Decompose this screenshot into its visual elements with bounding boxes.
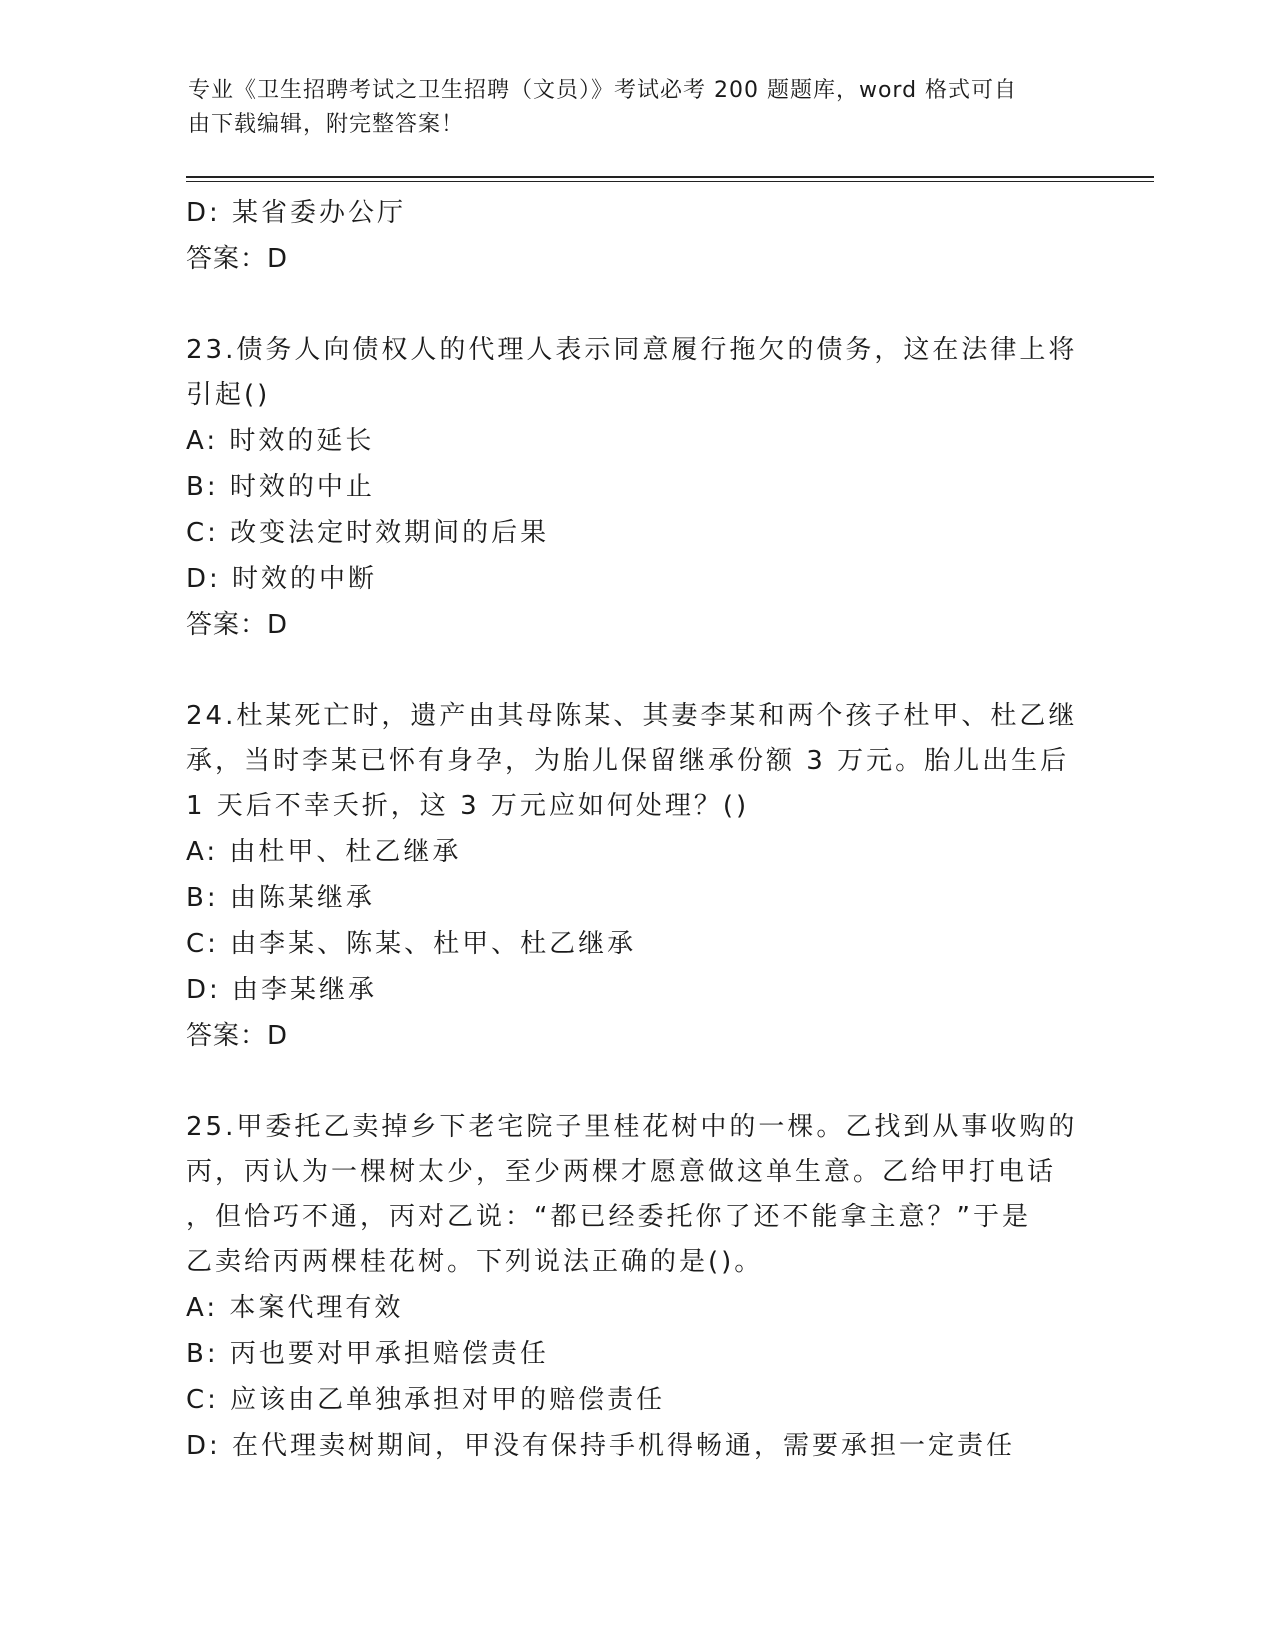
spacer (186, 282, 1086, 328)
q25-stem-line: 乙卖给丙两棵桂花树。下列说法正确的是()。 (186, 1247, 764, 1277)
q23-option-d: D: 时效的中断 (186, 564, 378, 594)
q24-option-b: B: 由陈某继承 (186, 883, 375, 913)
q23-stem-line: 23.债务人向债权人的代理人表示同意履行拖欠的债务，这在法律上将 (186, 335, 1078, 365)
q25-option-b: B: 丙也要对甲承担赔偿责任 (186, 1339, 549, 1369)
q25-stem (186, 1105, 1086, 1285)
prev-answer: 答案：D (186, 244, 289, 274)
q25-stem-line: ，但恰巧不通，丙对乙说：“都已经委托你了还不能拿主意？”于是 (186, 1202, 1031, 1232)
spacer (186, 648, 1086, 694)
q25-stem-line: 丙，丙认为一棵树太少，至少两棵才愿意做这单生意。乙给甲打电话 (186, 1157, 1057, 1187)
q24-stem-line: 承，当时李某已怀有身孕，为胎儿保留继承份额 3 万元。胎儿出生后 (186, 746, 1070, 776)
document-header (188, 74, 1068, 142)
header-line-2: 由下载编辑，附完整答案！ (188, 112, 465, 137)
q25-stem-line: 25.甲委托乙卖掉乡下老宅院子里桂花树中的一棵。乙找到从事收购的 (186, 1112, 1078, 1142)
q24-stem (186, 694, 1086, 829)
q23-option-c: C: 改变法定时效期间的后果 (186, 518, 550, 548)
q24-option-d: D: 由李某继承 (186, 975, 378, 1005)
spacer (186, 1059, 1086, 1105)
q25-option-d: D: 在代理卖树期间，甲没有保持手机得畅通，需要承担一定责任 (186, 1431, 1016, 1461)
q25-option-c: C: 应该由乙单独承担对甲的赔偿责任 (186, 1385, 666, 1415)
q23-stem (186, 328, 1086, 418)
q23-option-b: B: 时效的中止 (186, 472, 375, 502)
prev-option-d: D: 某省委办公厅 (186, 198, 407, 228)
q24-answer: 答案：D (186, 1021, 289, 1051)
document-body (186, 190, 1086, 1469)
header-line-1: 专业《卫生招聘考试之卫生招聘（文员）》考试必考 200 题题库，word 格式可自 (188, 78, 1018, 103)
header-divider-thick (186, 176, 1154, 178)
q25-option-a: A: 本案代理有效 (186, 1293, 404, 1323)
header-divider-thin (186, 181, 1154, 182)
q24-option-c: C: 由李某、陈某、杜甲、杜乙继承 (186, 929, 637, 959)
q24-option-a: A: 由杜甲、杜乙继承 (186, 837, 462, 867)
q24-stem-line: 1 天后不幸夭折，这 3 万元应如何处理？() (186, 791, 750, 821)
q23-answer: 答案：D (186, 610, 289, 640)
q23-stem-line: 引起() (186, 380, 271, 410)
q24-stem-line: 24.杜某死亡时，遗产由其母陈某、其妻李某和两个孩子杜甲、杜乙继 (186, 701, 1078, 731)
q23-option-a: A: 时效的延长 (186, 426, 375, 456)
